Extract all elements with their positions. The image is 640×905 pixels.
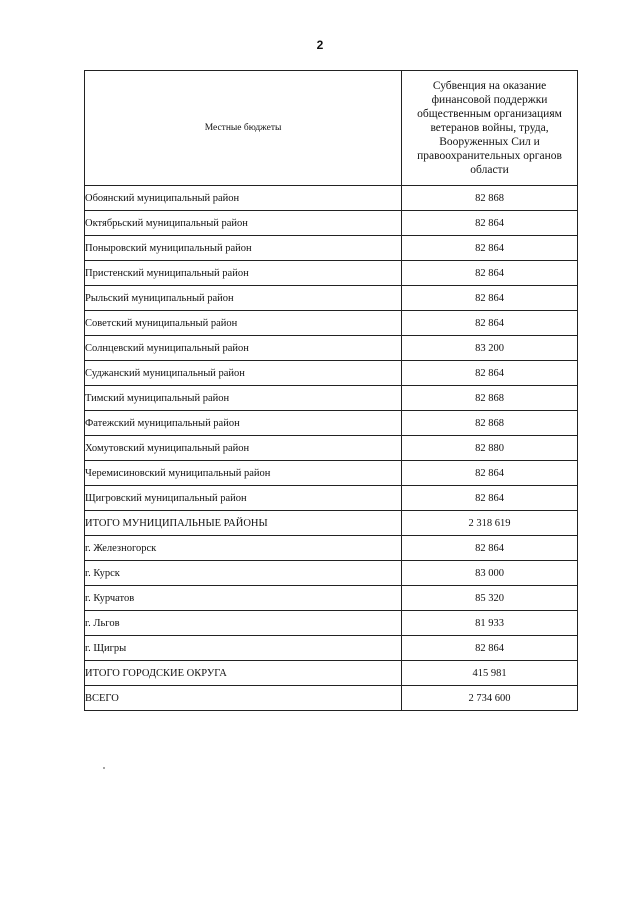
page-number: 2 (316, 38, 324, 52)
row-name: г. Курчатов (85, 586, 402, 611)
table-row (85, 286, 578, 311)
row-amount: 82 868 (402, 186, 578, 211)
row-amount: 83 200 (402, 336, 578, 361)
row-amount: 2 318 619 (402, 511, 578, 536)
row-name: Советский муниципальный район (85, 311, 402, 336)
table-row (85, 311, 578, 336)
table-row (85, 686, 578, 711)
row-name: Рыльский муниципальный район (85, 286, 402, 311)
row-amount: 82 864 (402, 236, 578, 261)
table-row (85, 536, 578, 561)
row-name: Суджанский муниципальный район (85, 361, 402, 386)
row-name: Обоянский муниципальный район (85, 186, 402, 211)
row-name: Щигровский муниципальный район (85, 486, 402, 511)
row-name: ВСЕГО (85, 686, 402, 711)
table-row (85, 611, 578, 636)
table-row (85, 511, 578, 536)
row-amount: 81 933 (402, 611, 578, 636)
row-name: Фатежский муниципальный район (85, 411, 402, 436)
row-amount: 82 864 (402, 636, 578, 661)
row-name: Поныровский муниципальный район (85, 236, 402, 261)
table-row (85, 461, 578, 486)
row-name: Тимский муниципальный район (85, 386, 402, 411)
table-row (85, 386, 578, 411)
row-amount: 415 981 (402, 661, 578, 686)
table-row (85, 636, 578, 661)
row-amount: 82 880 (402, 436, 578, 461)
header-local-budgets: Местные бюджеты (85, 71, 402, 186)
table-row (85, 561, 578, 586)
row-name: г. Льгов (85, 611, 402, 636)
table-row (85, 361, 578, 386)
row-amount: 82 864 (402, 536, 578, 561)
row-amount: 82 864 (402, 361, 578, 386)
table-row (85, 186, 578, 211)
row-name: г. Железногорск (85, 536, 402, 561)
table-row (85, 436, 578, 461)
table-body (85, 186, 578, 711)
row-amount: 82 868 (402, 386, 578, 411)
row-name: ИТОГО ГОРОДСКИЕ ОКРУГА (85, 661, 402, 686)
row-name: Октябрьский муниципальный район (85, 211, 402, 236)
table-row (85, 336, 578, 361)
row-name: ИТОГО МУНИЦИПАЛЬНЫЕ РАЙОНЫ (85, 511, 402, 536)
row-amount: 83 000 (402, 561, 578, 586)
row-amount: 85 320 (402, 586, 578, 611)
row-name: Пристенский муниципальный район (85, 261, 402, 286)
row-name: г. Щигры (85, 636, 402, 661)
table-header-row (85, 71, 578, 186)
header-subvention: Субвенция на оказание финансовой поддержки общественным организациям ветеранов войны, труда, Вооруженных Сил и правоохранительных органов области (402, 71, 578, 186)
row-amount: 82 864 (402, 261, 578, 286)
table-row (85, 486, 578, 511)
table-row (85, 236, 578, 261)
row-name: Черемисиновский муниципальный район (85, 461, 402, 486)
table-row (85, 586, 578, 611)
row-amount: 82 868 (402, 411, 578, 436)
row-amount: 82 864 (402, 211, 578, 236)
table-row (85, 661, 578, 686)
table-row (85, 211, 578, 236)
scan-speck (103, 767, 105, 769)
table-row (85, 411, 578, 436)
row-amount: 82 864 (402, 486, 578, 511)
row-name: Солнцевский муниципальный район (85, 336, 402, 361)
row-amount: 82 864 (402, 461, 578, 486)
row-name: Хомутовский муниципальный район (85, 436, 402, 461)
row-amount: 82 864 (402, 311, 578, 336)
table-row (85, 261, 578, 286)
row-name: г. Курск (85, 561, 402, 586)
row-amount: 2 734 600 (402, 686, 578, 711)
budget-table (84, 70, 578, 711)
row-amount: 82 864 (402, 286, 578, 311)
